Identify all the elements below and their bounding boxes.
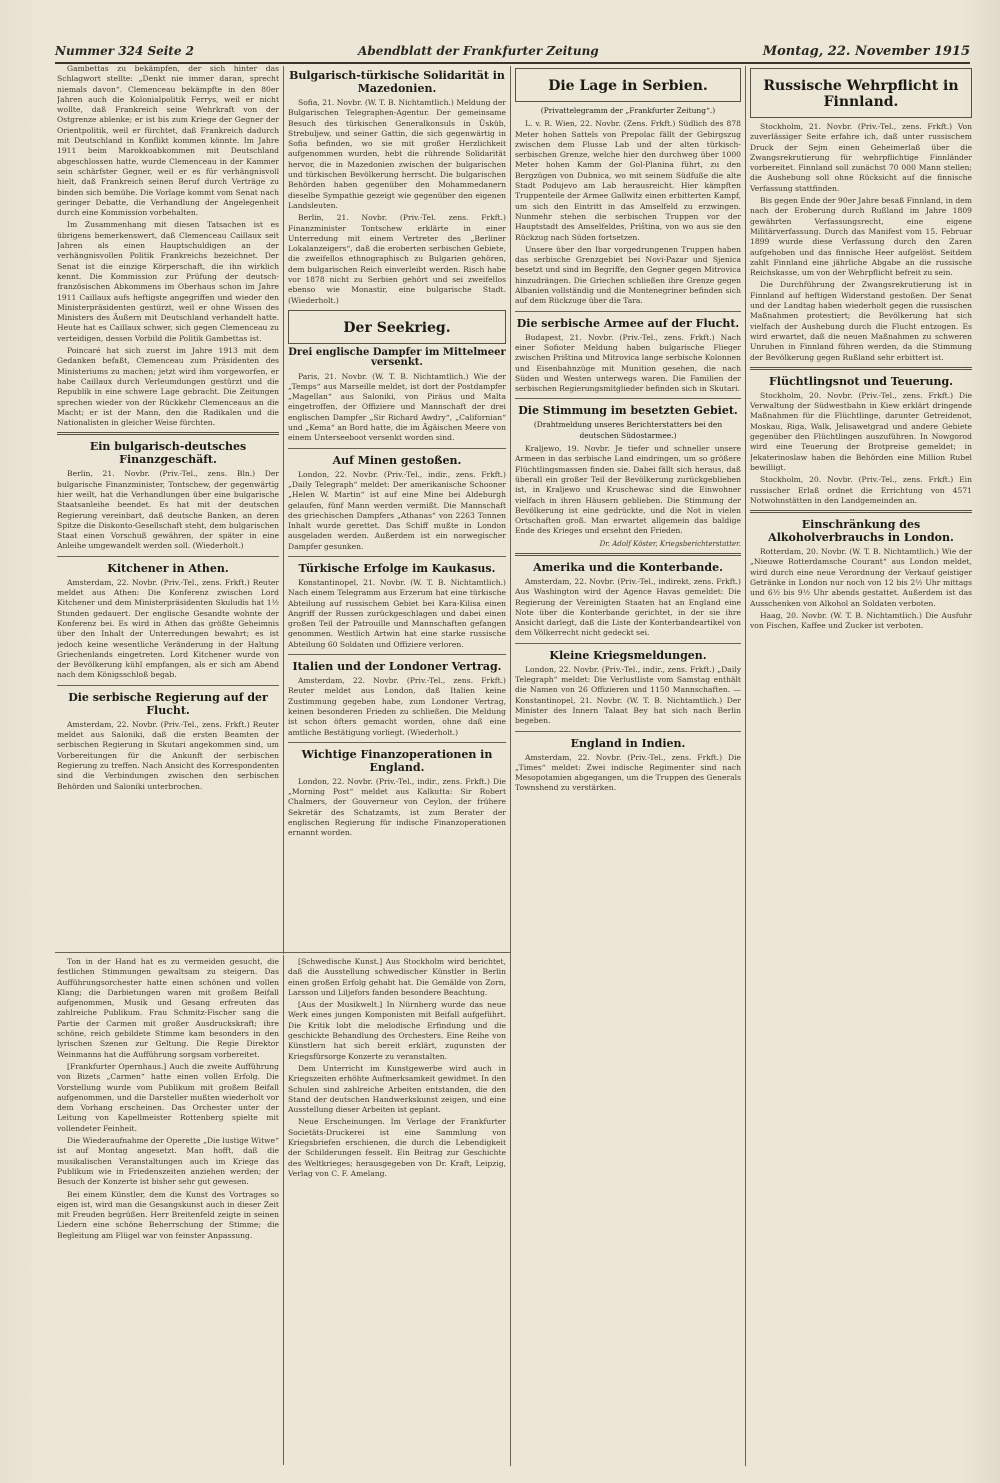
author-signature: Dr. Adolf Köster, Kriegsberichterstatter.	[599, 539, 741, 548]
separator	[288, 448, 506, 449]
column-1	[57, 64, 279, 949]
article-text: L. v. R. Wien, 22. Novbr. (Zens. Frkft.) Südlich des 878 Meter hohen Sattels von Prepolac fällt der Gebirgszug zwischen dem Flusse Lab und der alten türkisch-serbischen Grenze, welche hier den durchweg über 1000 Meter hohen Kamm der Gol-Planina führt, zu den Bergzügen von Dubnica, wo mit seinem Südfuße die alte Stadt Podujevo am Lab herausreicht. Hier kämpften Truppenteile der Armee Gallwitz einen erbitterten Kampf, um sich den Eintritt in das Amselfeld zu erzwingen. Nunmehr stehen die serbischen Truppen vor der Hauptstadt des Amselfeldes, Priština, von wo aus sie den Rückzug nach Süden fortsetzen.	[515, 119, 741, 242]
wehrpflicht-box	[750, 68, 972, 118]
headline-wehrpflicht: Russische Wehrpflicht in Finnland.	[763, 78, 959, 110]
feuilleton-rule	[55, 952, 510, 953]
article-text: Stockholm, 20. Novbr. (Priv.-Tel., zens. Frkft.) Die Verwaltung der Südwestbahn in Kiew erklärt dringende Maßnahmen für die Flüchtlinge, darunter Getreidenot, Moskau, Riga, Walk, Jelisawetgrad und andere Gebiete gegenüber den Flüchtlingen auszuführen. In Nowgorod wird eine Teuerung der Brotpreise gemeldet; in Jekaterinoslaw haben die Behörden eine Million Rubel bewilligt.	[750, 390, 972, 472]
separator	[750, 510, 972, 513]
headline-konterbande: Amerika und die Konterbande.	[533, 560, 723, 574]
article-text: Rotterdam, 20. Novbr. (W. T. B. Nichtamtlich.) Wie der „Nieuwe Rotterdamsche Courant“ aus London meldet, wird durch eine neue Verordnung der Verkauf geistiger Getränke in London nur noch von 12 bis 2½ Uhr mittags und 6½ bis 9½ Uhr abends gestattet. Außerdem ist das Ausschenken von Alkohol an Soldaten verboten.	[750, 547, 972, 608]
article-text: Bis gegen Ende der 90er Jahre besaß Finnland, in dem nach der Eroberung durch Rußland im Jahre 1809 gewährten Verfassungsrecht, eine eigene Militärverfassung. Durch das Manifest vom 15. Februar 1899 wurde diese Verfassung durch den Zaren aufgehoben und das finnische Heer aufgelöst. Seitdem zahlt Finnland eine jährliche Abgabe an die russische Reichskasse, um von der Wehrpflicht befreit zu sein.	[750, 196, 972, 278]
article-text: Berlin, 21. Novbr. (Priv.-Tel., zens. Bln.) Der bulgarische Finanzminister, Tontschew, der gegenwärtig hier weilt, hat die Verhandlungen über eine bulgarische Staatsanleihe beendet. Es hat mit der deutschen Regierung vereinbart, daß deutsche Banken, an deren Spitze die Diskonto-Gesellschaft steht, dem bulgarischen Staat einen Vorschuß gewähren, der später in eine Anleihe umgewandelt werden soll. (Wiederholt.)	[57, 469, 279, 551]
article-text: Haag, 20. Novbr. (W. T. B. Nichtamtlich.) Die Ausfuhr von Fischen, Kaffee und Zucker ist verboten.	[750, 610, 972, 631]
article-text: Stockholm, 20. Novbr. (Priv.-Tel., zens. Frkft.) Ein russischer Erlaß ordnet die Errichtung von 4571 Notwohnstätten in den Landgemeinden an.	[750, 475, 972, 505]
headline-lage-serbien: Die Lage in Serbien.	[548, 78, 708, 94]
separator	[515, 553, 741, 556]
headline-finanzgeschaeft: Ein bulgarisch-deutsches Finanzgeschäft.	[89, 440, 247, 467]
headline-serbische-regierung: Die serbische Regierung auf der Flucht.	[68, 690, 268, 717]
article-text: London, 22. Novbr. (Priv.-Tel., indir., zens. Frkft.) Die „Morning Post“ meldet aus Kalkutta: Sir Robert Chalmers, der Gouverneur von Ceylon, der frühere Sekretär des Schatzamts, ist zum Berater der englischen Regierung für indische Finanzoperationen ernannt worden.	[288, 776, 506, 838]
article-text: Im Zusammenhang mit diesen Tatsachen ist es übrigens bemerkenswert, daß Clemenceau Caillaux seit Jahren als einen Hauptschuldigen an der verhängnisvollen Politik Frankreichs bezeichnet. Der Senat ist die einzige Körperschaft, die ihn wirklich kennt. Die Kommission zur Prüfung der deutsch-französischen Abkommens im Oberhaus schon im Jahre 1911 Caillaux aufs heftigste angegriffen und wieder den Ministerpräsidenten gestürzt, weil er ohne Wissen des Ministers des Äußern mit Deutschland verhandelt hatte. Heute hat es Caillaux schwer, sich gegen Clemenceau zu verteidigen, dessen Vorbild die Politik Gambettas ist.	[57, 220, 279, 343]
subheadline-drahtmeldung: (Drahtmeldung unseres Berichterstatters bei den deutschen Südostarmee.)	[533, 420, 723, 440]
headline-kitchener: Kitchener in Athen.	[107, 561, 229, 575]
article-text: Amsterdam, 22. Novbr. (Priv.-Tel., zens. Frkft.) Die „Times“ meldet: Zwei indische Regimenter sind nach Mesopotamien abgegangen, um die Truppen des Generals Townshend zu verstärken.	[515, 752, 741, 793]
article-text: London, 22. Novbr. (Priv.-Tel., indir., zens. Frkft.) „Daily Telegraph“ meldet: Die Verlustliste vom Samstag enthält die Namen von 26 Offizieren und 1150 Mannschaften. — Konstantinopel, 21. Novbr. (W. T. B. Nichtamtlich.) Der Minister des Innern Talaat Bey hat sich nach Berlin begeben.	[515, 664, 741, 726]
headline-seekrieg: Der Seekrieg.	[343, 319, 451, 336]
subheadline-dampfer: Drei englische Dampfer im Mittelmeer versenkt.	[288, 346, 506, 369]
article-text: Kraljewo, 19. Novbr. Je tiefer und schneller unsere Armeen in das serbische Land eindringen, um so größere Flüchtlingsmassen finden sie. Dabei fällt sich heraus, daß überall ein großer Teil der Bevölkerung zurückgeblieben ist, in Kraljewo und Kruschewac sind die Einwohner vielfach in ihren Häusern geblieben. Die Stimmung der Bevölkerung ist eine gedrückte, und die Not in vielen Ortschaften groß. Man erwartet allgemein das baldige Ende des Krieges und ersehnt den Frieden.	[515, 444, 741, 536]
masthead	[55, 40, 970, 64]
feuilleton-text: [Frankfurter Opernhaus.] Auch die zweite Aufführung von Bizets „Carmen“ hatte einen vollen Erfolg. Die Vorstellung wurde vom Publikum mit großem Beifall aufgenommen, und die Darsteller mußten wiederholt vor dem Vorhang erscheinen. Das Orchester unter der Leitung von Kapellmeister Rottenberg spielte mit vollendeter Feinheit.	[57, 1061, 279, 1133]
separator	[288, 654, 506, 655]
article-text: Unsere über den Ibar vorgedrungenen Truppen haben das serbische Grenzgebiet bei Novi-Pazar und Sjenica besetzt und sind im Begriffe, den Gegner gegen Mitrovica hinzudrängen. Die Griechen schließen ihre Grenze gegen Albanien vollständig und die Montenegriner befinden sich auf dem Rückzuge über die Tara.	[515, 244, 741, 306]
masthead-title: Abendblatt der Frankfurter Zeitung	[358, 44, 599, 58]
feuilleton-column-2	[288, 957, 506, 1462]
masthead-date: Montag, 22. November 1915	[762, 43, 970, 59]
article-text: Poincaré hat sich zuerst im Jahre 1913 mit dem Gedanken befaßt, Clemenceau zum Präsidenten des Ministeriums zu machen; jetzt wird ihm vorgeworfen, er habe Caillaux durch Verleumdungen gestürzt und die Republik in eine schwere Lage gebracht. Die Zeitungen sprechen wieder von der Rückkehr Clemenceaus an die Macht; er ist der Mann, den die Radikalen und die Nationalisten in gleicher Weise fürchten.	[57, 346, 279, 428]
headline-solidaritaet: Bulgarisch-türkische Solidarität in Mazedonien.	[289, 69, 505, 95]
article-text: Amsterdam, 22. Novbr. (Priv.-Tel., indirekt, zens. Frkft.) Aus Washington wird der Agence Havas gemeldet: Die Regierung der Vereinigten Staaten hat an England eine Note über die Konterbande gerichtet, in der sie ihre Ansicht darlegt, daß die Liste der Konterbandeartikel von dem Völkerrecht nicht gedeckt sei.	[515, 576, 741, 638]
separator	[57, 685, 279, 686]
article-text: London, 22. Novbr. (Priv.-Tel., indir., zens. Frkft.) „Daily Telegraph“ meldet: Der amerikanische Schooner „Helen W. Martin“ ist auf eine Mine bei Aldeburgh gelaufen, fünf Mann werden vermißt. Die Mannschaft des griechischen Dampfers „Athanas“ von 2263 Tonnen Inhalt wurde gerettet. Das Schiff mußte in London ausgeladen werden. Außerdem ist ein norwegischer Dampfer gesunken.	[288, 469, 506, 551]
feuilleton-text: [Schwedische Kunst.] Aus Stockholm wird berichtet, daß die Ausstellung schwedischer Künstler in Berlin einen großen Erfolg gehabt hat. Die Gemälde von Zorn, Larsson und Liljefors fanden besondere Beachtung.	[288, 957, 506, 997]
headline-italien: Italien und der Londoner Vertrag.	[292, 660, 502, 674]
headline-minen: Auf Minen gestoßen.	[332, 453, 462, 467]
article-text: Paris, 21. Novbr. (W. T. B. Nichtamtlich.) Wie der „Temps“ aus Marseille meldet, ist dort der Postdampfer „Magellan“ aus Saloniki, von Piräus und Malta eingetroffen, der Offiziere und Mannschaft der drei englischen Dampfer „Sir Richard Awdry“, „Californian“ und „Kema“ an Bord hatte, die im Ägäischen Meere von einem Unterseeboot versenkt worden sind.	[288, 371, 506, 443]
lage-serbien-box	[515, 68, 741, 102]
separator	[515, 643, 741, 644]
separator	[288, 556, 506, 557]
article-text: Die Durchführung der Zwangsrekrutierung ist in Finnland auf heftigen Widerstand gestoßen. Der Senat und der Landtag haben wiederholt gegen die russischen Maßnahmen protestiert; die Bevölkerung hat sich vielfach der Aushebung durch die Flucht entzogen. Es wird erwartet, daß die neuen Maßnahmen zu schweren Unruhen in Finnland führen werden, da die Stimmung der Bevölkerung gegen Rußland sehr erbittert ist.	[750, 280, 972, 362]
column-rule	[510, 66, 511, 1466]
article-text: Sofia, 21. Novbr. (W. T. B. Nichtamtlich.) Meldung der Bulgarischen Telegraphen-Agentur. Der gemeinsame Besuch des türkischen Generalkonsuls in Üsküb, Strebuljew, und seiner Gattin, die sich gegenwärtig in Sofia befinden, wo sie mit großer Herzlichkeit aufgenommen wurden, hebt die rührende Solidarität hervor, die in Mazedonien zwischen der bulgarischen und türkischen Bevölkerung herrscht. Die bulgarischen Behörden haben gegenüber den Mohammedanern dieselbe Sympathie gezeigt wie gegenüber den eigenen Landsleuten.	[288, 98, 506, 210]
feuilleton-text: Die Wiederaufnahme der Operette „Die lustige Witwe“ ist auf Montag angesetzt. Man hofft, daß die musikalischen Veranstaltungen auch im Kriege das Publikum wie in Friedenszeiten anziehen werden; der Besuch der Konzerte ist bisher sehr gut gewesen.	[57, 1136, 279, 1187]
feuilleton-text: Ton in der Hand hat es zu vermeiden gesucht, die festlichen Stimmungen gewaltsam zu steigern. Das Aufführungsorchester hatte einen schönen und vollen Klang; die Darbietungen waren mit großem Beifall aufgenommen, Musik und Gesang erfreuten das zahlreiche Publikum. Frau Schmitz-Fischer sang die Partie der Carmen mit großer Ausdruckskraft; ihre schöne, reich gebildete Stimme kam besonders in den lyrischen Szenen zur Geltung. Die Regie Direktor Weinmanns hat die Aufführung sorgsam vorbereitet.	[57, 957, 279, 1059]
feuilleton-text: [Aus der Musikwelt.] In Nürnberg wurde das neue Werk eines jungen Komponisten mit Beifall aufgeführt. Die Kritik lobt die melodische Erfindung und die geschickte Behandlung des Orchesters. Eine Reihe von Künstlern hat sich bereit erklärt, zugunsten der Kriegsfürsorge Konzerte zu veranstalten.	[288, 1000, 506, 1061]
separator	[515, 398, 741, 399]
headline-finanzoperationen: Wichtige Finanzoperationen in England.	[301, 747, 493, 774]
article-text: Amsterdam, 22. Novbr. (Priv.-Tel., zens. Frkft.) Reuter meldet aus London, daß Italien keine Zustimmung gegeben habe, zum Londoner Vertrag, keinen besonderen Frieden zu schließen. Die Meldung ist schon öfters gemacht worden, ohne daß eine amtliche Bestätigung vorliegt. (Wiederholt.)	[288, 676, 506, 737]
separator	[515, 311, 741, 312]
separator	[515, 731, 741, 732]
separator	[288, 742, 506, 743]
article-text: Konstantinopel, 21. Novbr. (W. T. B. Nichtamtlich.) Nach einem Telegramm aus Erzerum hat eine türkische Abteilung auf russischem Gebiet bei Kara-Kilisa einen Angriff der Russen zurückgeschlagen und dabei einen großen Teil der Patrouille und Mannschaften gefangen genommen. Westlich Artwin hat eine starke russische Abteilung 60 Soldaten und Offiziere verloren.	[288, 577, 506, 649]
column-rule	[283, 955, 284, 1465]
feuilleton-text: Dem Unterricht im Kunstgewerbe wird auch in Kriegszeiten erhöhte Aufmerksamkeit gewidmet. In den Schulen sind zahlreiche Arbeiten entstanden, die den Stand der deutschen Handwerkskunst zeigen, und eine Ausstellung dieser Arbeiten ist geplant.	[288, 1063, 506, 1115]
separator	[57, 432, 279, 435]
feuilleton-text: Neue Erscheinungen. Im Verlage der Frankfurter Societäts-Druckerei ist eine Sammlung von Kriegsbriefen erschienen, die durch die Lebendigkeit der Schilderungen fesselt. Ein Beitrag zur Geschichte des Weltkrieges; herausgegeben von Dr. Kraft, Leipzig, Verlag von C. F. Amelang.	[288, 1117, 506, 1178]
column-rule	[745, 66, 746, 1466]
article-text: Gambettas zu bekämpfen, der sich hinter das Schlagwort stellte: „Denkt nie immer daran, sprecht niemals davon“. Clemenceau bekämpfte in den 80er Jahren auch die Kolonialpolitik Ferrys, weil er nicht wollte, daß Frankreich seine Wehrkraft von der Ostgrenze ablenke; er ist bis zum Kriege der Gegner der Orientpolitik, weil er fürchtet, daß Frankreich dadurch mit Deutschland in Konflikt kommen könnte. Im Jahre 1911 beim Marokkoabkommen mit Deutschland abgeschlossen hatte, wurde Clemenceau in der Kammer sein schärfster Gegner, weil er es für verhängnisvoll hielt, daß Frankreich seinen Beruf durch Verträge zu binden sich bemühe. Die Vorlage kommt vom Senat nach geringer Debatte, die Verhandlung der Angelegenheit durch eine Kommission vorbehalten.	[57, 64, 279, 218]
feuilleton-column-1	[57, 957, 279, 1462]
headline-alkohol: Einschränkung des Alkoholverbrauchs in London.	[768, 518, 954, 545]
column-3	[515, 64, 741, 1459]
separator	[750, 367, 972, 370]
headline-england-indien: England in Indien.	[570, 736, 686, 750]
article-text: Stockholm, 21. Novbr. (Priv.-Tel., zens. Frkft.) Von zuverlässiger Seite erfahre ich, daß unter russischem Druck der Sejm einen Geheimerlaß über die Zwangsrekrutierung für wehrpflichtige Finnländer vorbereitet. Finnland soll zunächst 70 000 Mann stellen; die Aushebung soll ohne Rücksicht auf die finnische Verfassung stattfinden.	[750, 122, 972, 193]
seekrieg-box	[288, 310, 506, 344]
article-text: Budapest, 21. Novbr. (Priv.-Tel., zens. Frkft.) Nach einer Sofioter Meldung haben bulgarische Flieger zwischen Priština und Mitrovica lange serbische Kolonnen und Eisenbahnzüge mit Munition gesehen, die nach Süden und Westen unterwegs waren. Die Familien der serbischen Regierungsmitglieder befinden sich in Skutari.	[515, 332, 741, 394]
column-2	[288, 64, 506, 949]
headline-fluechtlingsnot: Flüchtlingsnot und Teuerung.	[769, 374, 953, 388]
column-4	[750, 64, 972, 1459]
article-text: Amsterdam, 22. Novbr. (Priv.-Tel., zens. Frkft.) Reuter meldet aus Athen: Die Konferenz zwischen Lord Kitchener und dem Ministerpräsidenten Skuludis hat 1½ Stunden gedauert. Der englische Gesandte wohnte der Konferenz bei. Es wird in Athen das größte Geheimnis über den Inhalt der Unterredungen bewahrt; es ist jedoch keine wesentliche Veränderung in der Haltung Griechenlands eingetreten. Lord Kitchener wurde von der Bevölkerung kühl empfangen, als er sich am Abend nach dem Königsschloß begab.	[57, 577, 279, 680]
headline-kriegsmeldungen: Kleine Kriegsmeldungen.	[549, 648, 707, 662]
headline-stimmung: Die Stimmung im besetzten Gebiet.	[518, 404, 738, 418]
feuilleton-text: Bei einem Künstler, dem die Kunst des Vortrages so eigen ist, wird man die Gesangskunst auch in dieser Zeit mit Freuden begrüßen. Herr Breitenfeld zeigte in seinen Liedern eine schöne Beherrschung der Stimme; die Begleitung am Flügel war von feinster Anpassung.	[57, 1189, 279, 1240]
separator	[57, 556, 279, 557]
column-rule	[283, 66, 284, 954]
subheadline-privattelegramm: (Privattelegramm der „Frankfurter Zeitung“.)	[540, 106, 716, 115]
masthead-issue: Nummer 324 Seite 2	[55, 44, 195, 58]
headline-serbische-armee: Die serbische Armee auf der Flucht.	[516, 316, 740, 330]
article-text: Berlin, 21. Novbr. (Priv.-Tel. zens. Frkft.) Finanzminister Tontschew erklärte in einer Unterredung mit einem Vertreter des „Berliner Lokalanzeigers“, daß die eroberten serbischen Gebiete, die zweifellos ethnographisch zu Bulgarien gehören, dem bulgarischen Reich einverleibt werden. Risch habe vor 1878 nicht zu Serbien gehört und sei zweifellos ebenso wie Monastir, eine bulgarische Stadt. (Wiederholt.)	[288, 213, 506, 305]
headline-kaukasus: Türkische Erfolge im Kaukasus.	[298, 561, 496, 575]
article-text: Amsterdam, 22. Novbr. (Priv.-Tel., zens. Frkft.) Reuter meldet aus Saloniki, daß die ersten Beamten der serbischen Regierung in Skutari angekommen sind, um Vorbereitungen für die Ankunft der serbischen Regierung zu treffen. Nach Ansicht des Korrespondenten sind die Verbindungen zwischen den serbischen Behörden und Saloniki unterbrochen.	[57, 719, 279, 791]
